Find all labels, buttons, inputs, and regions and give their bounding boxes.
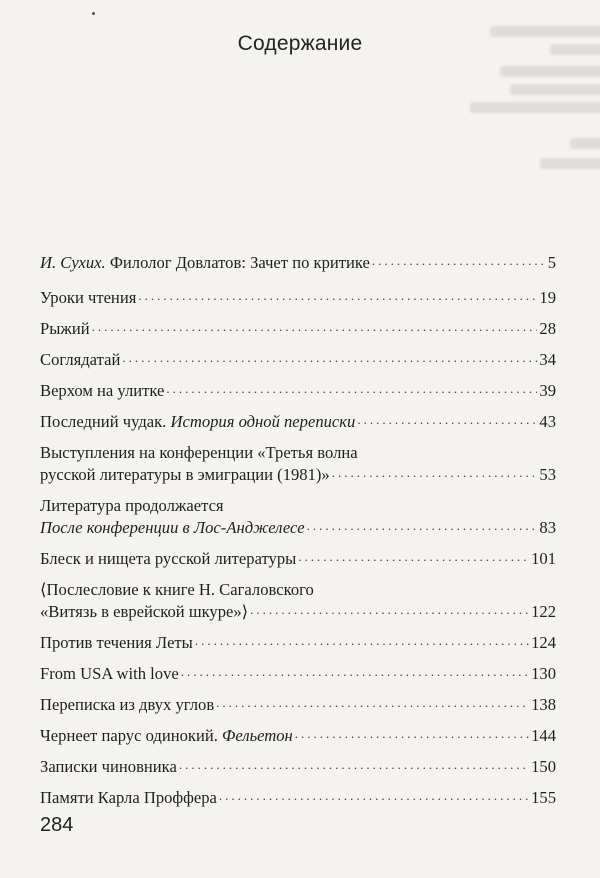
- entry-title: Литература продолжается: [40, 496, 224, 515]
- page-ref: 101: [531, 549, 556, 568]
- toc-entry[interactable]: [40, 252, 556, 275]
- entry-title: Верхом на улитке: [40, 381, 165, 400]
- print-speck: [92, 12, 95, 15]
- toc-entry[interactable]: [40, 287, 556, 310]
- dot-leader: [332, 462, 538, 484]
- dot-leader: [122, 347, 537, 369]
- entry-title: ⟨Послесловие к книге Н. Сагаловского: [40, 580, 314, 599]
- toc-entry[interactable]: [40, 725, 556, 748]
- page-number: 284: [40, 814, 74, 836]
- entry-title-cont: русской литературы в эмиграции (1981)»: [40, 465, 330, 484]
- entry-title: Выступления на конференции «Третья волна: [40, 443, 358, 462]
- page-ref: 124: [531, 633, 556, 652]
- page-ref: 19: [539, 288, 556, 307]
- toc-entry[interactable]: [40, 318, 556, 341]
- toc-entry[interactable]: [40, 632, 556, 655]
- entry-title-cont: После конференции в Лос-Анджелесе: [40, 518, 305, 537]
- entry-title: Против течения Леты: [40, 633, 193, 652]
- dot-leader: [295, 723, 529, 745]
- toc-entry[interactable]: [40, 442, 556, 487]
- page-ref: 155: [531, 788, 556, 807]
- page-ref: 122: [531, 602, 556, 621]
- page-ref: 53: [539, 465, 556, 484]
- dot-leader: [298, 546, 529, 568]
- toc-entry[interactable]: [40, 663, 556, 686]
- entry-title: Записки чиновника: [40, 757, 177, 776]
- entry-title: Блеск и нищета русской литературы: [40, 549, 297, 568]
- entry-title: Уроки чтения: [40, 288, 137, 307]
- page-ref: 144: [531, 726, 556, 745]
- entry-title: Соглядатай: [40, 350, 121, 369]
- page-ref: 28: [539, 319, 556, 338]
- page-ref: 130: [531, 664, 556, 683]
- toc-entry[interactable]: [40, 694, 556, 717]
- toc-entry[interactable]: [40, 548, 556, 571]
- dot-leader: [166, 378, 537, 400]
- page-ref: 150: [531, 757, 556, 776]
- entry-title: Последний чудак. История одной переписки: [40, 412, 356, 431]
- entry-title: Памяти Карла Проффера: [40, 788, 217, 807]
- dot-leader: [357, 409, 537, 431]
- entry-title: Рыжий: [40, 319, 90, 338]
- page-ref: 39: [539, 381, 556, 400]
- toc-entry[interactable]: [40, 787, 556, 810]
- table-of-contents: [40, 252, 556, 818]
- entry-title: From USA with love: [40, 664, 179, 683]
- toc-entry[interactable]: [40, 756, 556, 779]
- page-ref: 138: [531, 695, 556, 714]
- dot-leader: [195, 630, 529, 652]
- entry-title-cont: «Витязь в еврейской шкуре»⟩: [40, 602, 249, 621]
- toc-entry[interactable]: [40, 380, 556, 403]
- entry-title: И. Сухих. Филолог Довлатов: Зачет по критике: [40, 253, 370, 272]
- dot-leader: [181, 661, 529, 683]
- toc-entry[interactable]: [40, 411, 556, 434]
- page-ref: 5: [547, 253, 556, 272]
- page-ref: 83: [539, 518, 556, 537]
- toc-entry[interactable]: [40, 495, 556, 540]
- dot-leader: [138, 285, 537, 307]
- dot-leader: [216, 692, 529, 714]
- dot-leader: [372, 250, 546, 272]
- page-ref: 34: [539, 350, 556, 369]
- page-title: Содержание: [237, 32, 363, 55]
- entry-title: Чернеет парус одинокий. Фельетон: [40, 726, 293, 745]
- entry-title: Переписка из двух углов: [40, 695, 215, 714]
- dot-leader: [179, 754, 529, 776]
- dot-leader: [92, 316, 538, 338]
- dot-leader: [219, 785, 529, 807]
- toc-entry[interactable]: [40, 349, 556, 372]
- toc-entry[interactable]: [40, 579, 556, 624]
- dot-leader: [307, 515, 538, 537]
- page-ref: 43: [539, 412, 556, 431]
- dot-leader: [250, 599, 529, 621]
